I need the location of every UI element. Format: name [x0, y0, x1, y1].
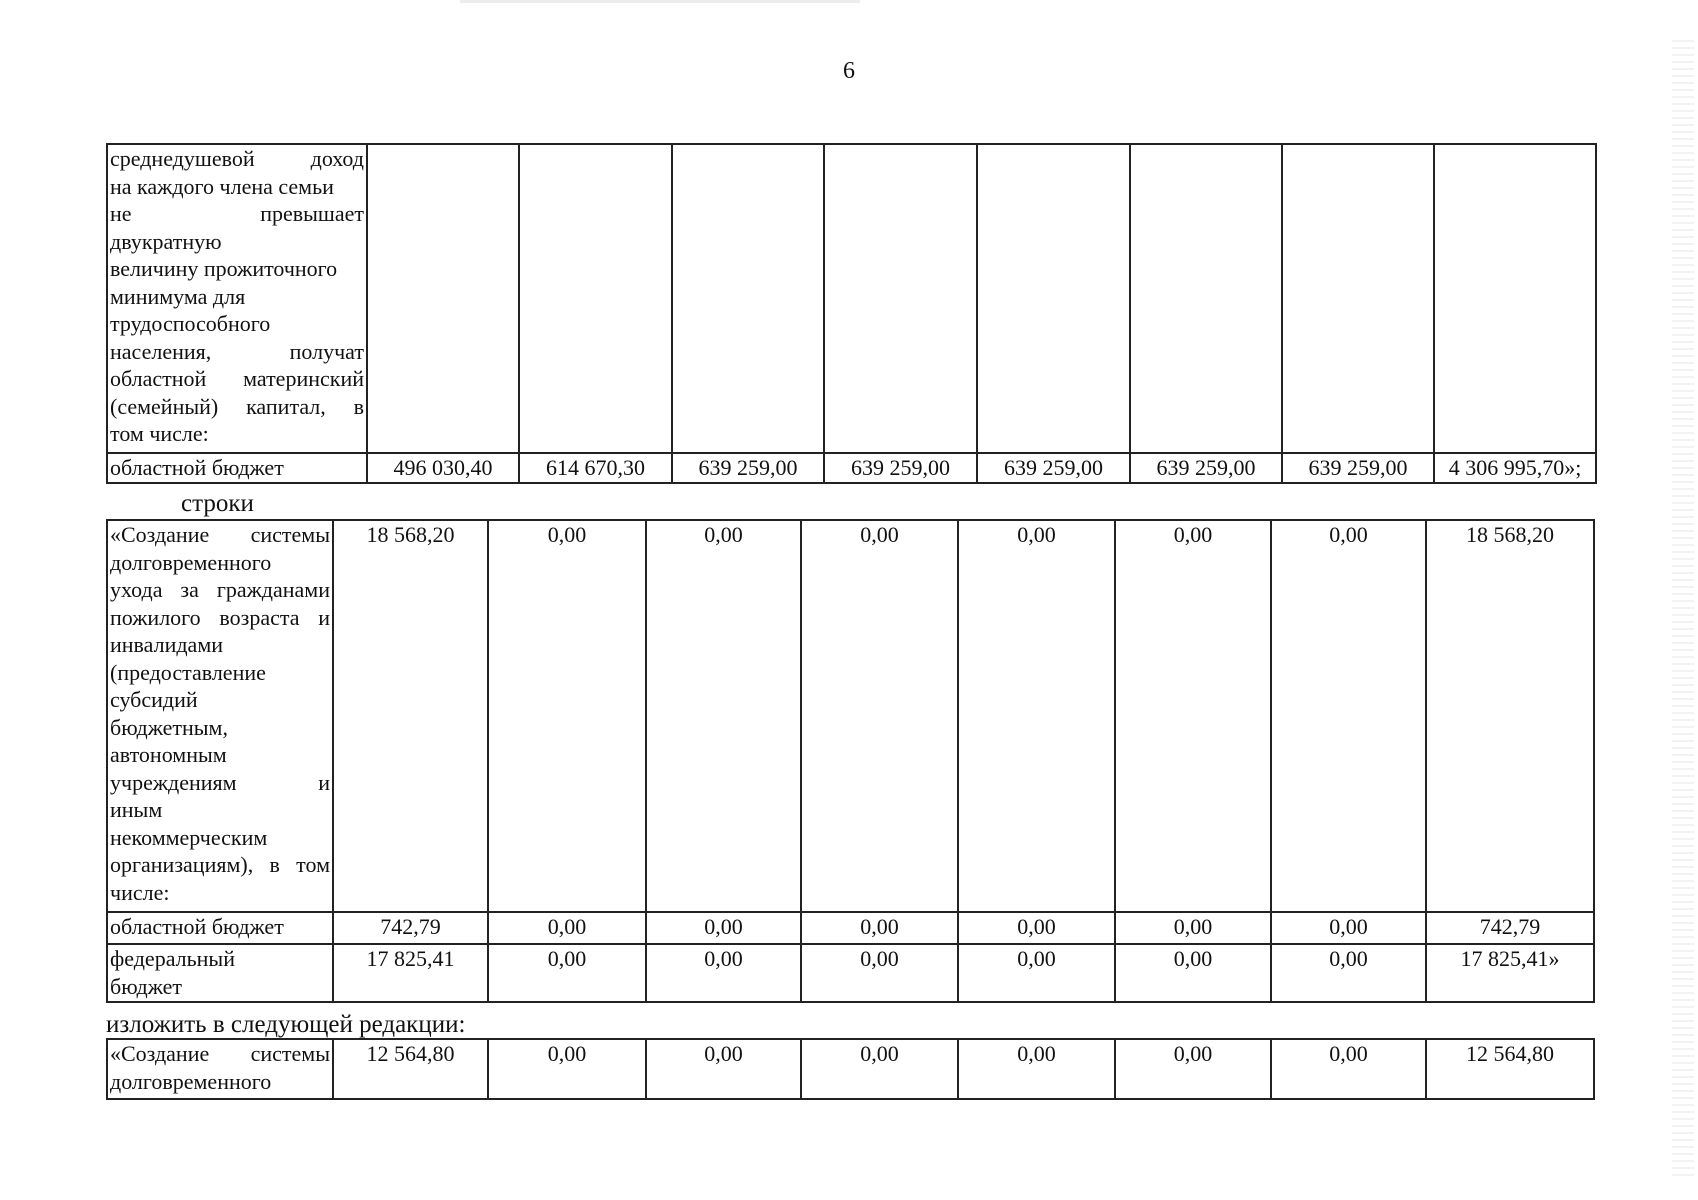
- description-line: минимума для: [110, 283, 246, 309]
- table-row: [107, 453, 1596, 483]
- description-line: трудоспособного: [110, 311, 271, 336]
- value-cell: 639 259,00: [672, 453, 824, 483]
- empty-cell: [1130, 144, 1282, 453]
- description-line: пожилого возраста и: [110, 604, 330, 630]
- description-line: бюджетным,: [110, 714, 228, 740]
- scan-artifact-top: [460, 0, 860, 3]
- value-cell: 0,00: [1271, 1039, 1426, 1099]
- value-cell: 0,00: [646, 520, 801, 912]
- empty-cell: [367, 144, 519, 453]
- description-line: числе:: [110, 879, 170, 905]
- description-line: (семейный) капитал, в: [110, 393, 364, 419]
- empty-cell: [519, 144, 672, 453]
- value-cell: 0,00: [488, 944, 646, 1002]
- value-cell: 639 259,00: [1282, 453, 1434, 483]
- value-cell: 18 568,20: [1426, 520, 1594, 912]
- empty-cell: [1434, 144, 1596, 453]
- value-cell: 0,00: [1115, 944, 1271, 1002]
- heading-new-edition: изложить в следующей редакции:: [106, 1011, 466, 1038]
- table-maternity-capital: [106, 143, 1597, 484]
- description-line: (предоставление: [110, 659, 266, 685]
- value-cell: 0,00: [1115, 1039, 1271, 1099]
- value-cell: 0,00: [958, 520, 1115, 912]
- description-line: среднедушевой доход: [110, 146, 364, 171]
- description-line: не превышает: [110, 201, 364, 226]
- value-cell: 496 030,40: [367, 453, 519, 483]
- description-line: автономным: [110, 742, 227, 767]
- description-line: «Создание системы: [110, 522, 330, 547]
- empty-cell: [1282, 144, 1434, 453]
- description-line: величину прожиточного: [110, 256, 338, 281]
- value-cell: 0,00: [1271, 520, 1426, 912]
- value-cell: 0,00: [1271, 912, 1426, 944]
- description-line: учреждениям и: [110, 769, 330, 795]
- value-cell: 4 306 995,70»;: [1434, 453, 1596, 483]
- table-row: [107, 520, 1594, 912]
- value-cell: 0,00: [488, 1039, 646, 1099]
- value-cell: 18 568,20: [333, 520, 488, 912]
- value-cell: 17 825,41»: [1426, 944, 1594, 1002]
- row-label: областной бюджет: [107, 912, 333, 944]
- table-row: [107, 912, 1594, 944]
- description-line: иным: [110, 797, 163, 822]
- table-row: [107, 944, 1594, 1002]
- description-line: организациям), в том: [110, 852, 330, 877]
- description-line: долговременного: [110, 549, 272, 575]
- value-cell: 0,00: [801, 944, 958, 1002]
- table-long-term-care-new: [106, 1038, 1595, 1100]
- value-cell: 12 564,80: [1426, 1039, 1594, 1099]
- description-line: некоммерческим: [110, 824, 268, 850]
- description-line: субсидий: [110, 687, 198, 712]
- description-line: «Создание системы: [110, 1041, 330, 1066]
- description-line: долговременного: [110, 1068, 272, 1094]
- empty-cell: [672, 144, 824, 453]
- scan-artifact-edge: [1672, 40, 1694, 1180]
- empty-cell: [977, 144, 1130, 453]
- description-line: том числе:: [110, 421, 209, 446]
- value-cell: 0,00: [646, 912, 801, 944]
- description-cell: [107, 144, 367, 453]
- value-cell: 0,00: [801, 912, 958, 944]
- description-line: на каждого члена семьи: [110, 173, 334, 199]
- value-cell: 17 825,41: [333, 944, 488, 1002]
- description-line: инвалидами: [110, 632, 224, 657]
- value-cell: 639 259,00: [824, 453, 977, 483]
- empty-cell: [824, 144, 977, 453]
- description-line: двукратную: [110, 228, 222, 254]
- value-cell: 12 564,80: [333, 1039, 488, 1099]
- description-line: областной материнский: [110, 366, 364, 391]
- value-cell: 0,00: [1115, 912, 1271, 944]
- value-cell: 0,00: [1271, 944, 1426, 1002]
- value-cell: 0,00: [801, 520, 958, 912]
- value-cell: 0,00: [1115, 520, 1271, 912]
- value-cell: 0,00: [958, 912, 1115, 944]
- row-label-line: федеральный: [110, 946, 235, 971]
- value-cell: 742,79: [1426, 912, 1594, 944]
- table-row: [107, 144, 1596, 453]
- value-cell: 0,00: [958, 944, 1115, 1002]
- value-cell: 742,79: [333, 912, 488, 944]
- row-label-line: бюджет: [110, 973, 182, 999]
- description-line: населения, получат: [110, 338, 364, 364]
- row-label: [107, 944, 333, 1002]
- value-cell: 0,00: [488, 912, 646, 944]
- heading-rows: строки: [181, 490, 254, 517]
- value-cell: 0,00: [646, 944, 801, 1002]
- table-row: [107, 1039, 1594, 1099]
- value-cell: 614 670,30: [519, 453, 672, 483]
- value-cell: 0,00: [801, 1039, 958, 1099]
- description-line: ухода за гражданами: [110, 577, 330, 602]
- description-cell: [107, 1039, 333, 1099]
- value-cell: 0,00: [958, 1039, 1115, 1099]
- value-cell: 639 259,00: [977, 453, 1130, 483]
- table-long-term-care-old: [106, 519, 1595, 1003]
- description-cell: [107, 520, 333, 912]
- value-cell: 0,00: [488, 520, 646, 912]
- value-cell: 0,00: [646, 1039, 801, 1099]
- value-cell: 639 259,00: [1130, 453, 1282, 483]
- row-label: областной бюджет: [107, 453, 367, 483]
- page-number: 6: [843, 58, 855, 84]
